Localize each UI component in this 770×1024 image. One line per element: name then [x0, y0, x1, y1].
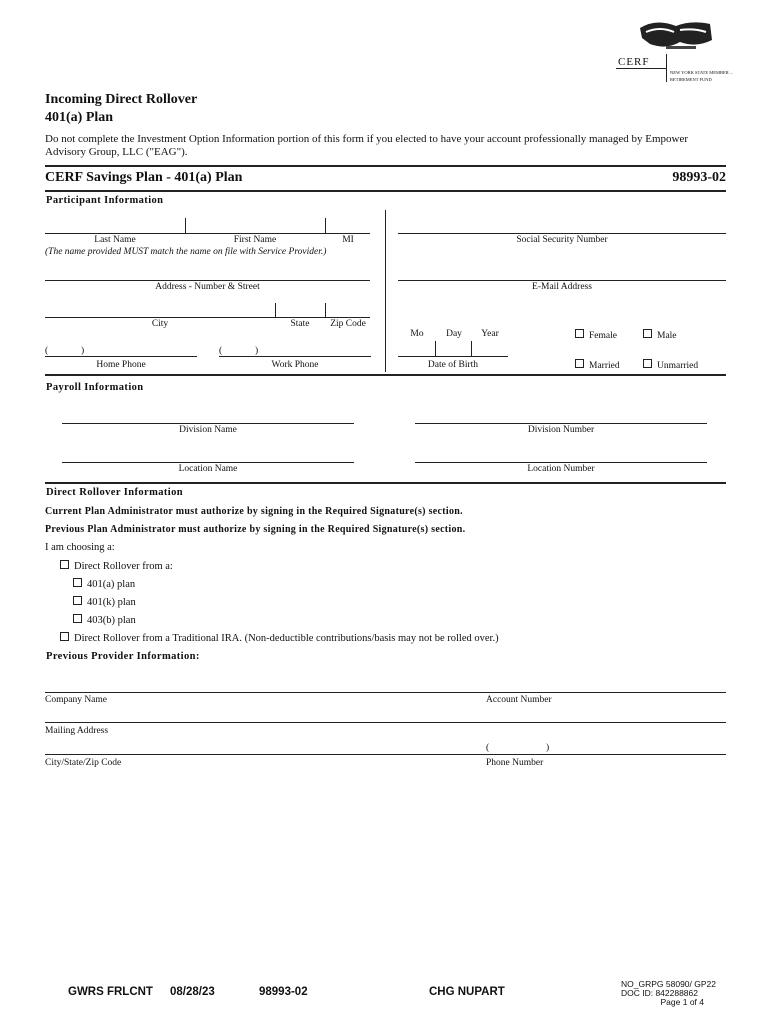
account-number-label: Account Number — [486, 695, 552, 705]
plan-403b-checkbox[interactable] — [73, 614, 82, 623]
footer-form-code: GWRS FRLCNT — [68, 986, 153, 998]
male-option[interactable] — [643, 329, 677, 341]
last-name-label: Last Name — [94, 235, 136, 245]
dob-mo-label: Mo — [410, 329, 424, 339]
rollover-from-plan-checkbox[interactable] — [60, 560, 69, 569]
name-field[interactable] — [45, 233, 370, 234]
city-label: City — [151, 319, 169, 329]
plan-401a-option[interactable] — [73, 578, 135, 590]
participant-heading: Participant Information — [46, 195, 164, 206]
home-area-open: ( — [45, 346, 49, 356]
female-label: Female — [589, 331, 617, 341]
male-checkbox[interactable] — [643, 329, 652, 338]
plan-number: 98993-02 — [672, 170, 726, 185]
zip-label: Zip Code — [330, 319, 366, 329]
current-admin-note: Current Plan Administrator must authorize by signing in the Required Signature(s) section. — [45, 506, 463, 517]
form-subtitle: 401(a) Plan — [45, 110, 114, 125]
footer-plan-number: 98993-02 — [259, 986, 308, 998]
mi-label: MI — [342, 235, 354, 245]
footer-date: 08/28/23 — [170, 986, 215, 998]
ssn-label: Social Security Number — [516, 235, 608, 245]
unmarried-checkbox[interactable] — [643, 359, 652, 368]
division-name-label: Division Name — [179, 425, 237, 435]
married-option[interactable] — [575, 359, 620, 371]
previous-admin-note: Previous Plan Administrator must authorize by signing in the Required Signature(s) section. — [45, 524, 466, 535]
phone-number-label: Phone Number — [486, 758, 544, 768]
previous-provider-heading: Previous Provider Information: — [46, 651, 200, 662]
name-note: (The name provided MUST match the name on file with Service Provider.) — [45, 247, 327, 257]
plan-401k-checkbox[interactable] — [73, 596, 82, 605]
address-field[interactable] — [45, 280, 370, 281]
mailing-address-label: Mailing Address — [45, 726, 109, 736]
location-number-label: Location Number — [527, 464, 595, 474]
logo-brand: CERF — [618, 56, 650, 68]
provider-area-close: ) — [546, 743, 550, 753]
mailing-address-field[interactable] — [45, 722, 726, 723]
city-state-zip-label: City/State/Zip Code — [45, 758, 122, 768]
unmarried-label: Unmarried — [657, 361, 699, 371]
ira-label: Direct Rollover from a Traditional IRA. (Non-deductible contributions/basis may not be rolled over.) — [74, 633, 499, 644]
logo-graphic — [636, 18, 716, 52]
plan-name: CERF Savings Plan - 401(a) Plan — [45, 170, 243, 185]
work-area-close: ) — [255, 346, 259, 356]
cerf-logo — [616, 18, 734, 84]
city-phone-field[interactable] — [45, 754, 726, 755]
dob-year-label: Year — [481, 329, 499, 339]
work-phone-label: Work Phone — [271, 360, 319, 370]
plan-401a-label: 401(a) plan — [87, 579, 136, 590]
email-field[interactable] — [398, 280, 726, 281]
state-label: State — [290, 319, 310, 329]
rollover-heading: Direct Rollover Information — [46, 487, 183, 498]
plan-401k-label: 401(k) plan — [87, 597, 136, 608]
company-account-field[interactable] — [45, 692, 726, 693]
female-option[interactable] — [575, 329, 617, 341]
logo-tagline-1: NEW YORK STATE MEMBER ... — [670, 70, 734, 75]
payroll-heading: Payroll Information — [46, 382, 144, 393]
ira-checkbox[interactable] — [60, 632, 69, 641]
footer-doc-id: DOC ID: 842288862 — [620, 988, 698, 998]
female-checkbox[interactable] — [575, 329, 584, 338]
ira-option[interactable] — [60, 632, 499, 644]
married-label: Married — [589, 361, 620, 371]
city-state-zip-field[interactable] — [45, 317, 370, 318]
provider-area-open: ( — [486, 743, 490, 753]
plan-403b-option[interactable] — [73, 614, 136, 626]
ssn-field[interactable] — [398, 233, 726, 234]
rollover-from-plan-label: Direct Rollover from a: — [74, 561, 173, 572]
location-name-label: Location Name — [178, 464, 238, 474]
division-number-field[interactable] — [415, 423, 707, 424]
location-number-field[interactable] — [415, 462, 707, 463]
footer-chg: CHG NUPART — [429, 986, 505, 998]
eag-notice: Do not complete the Investment Option Information portion of this form if you elected to have your account professionally managed by Empower Advisory Group, LLC ("EAG"). — [45, 133, 689, 158]
work-phone-field[interactable] — [219, 356, 371, 357]
footer-grpg: NO_GRPG 58090/ GP22 — [621, 979, 716, 989]
married-checkbox[interactable] — [575, 359, 584, 368]
division-name-field[interactable] — [62, 423, 354, 424]
home-phone-field[interactable] — [45, 356, 197, 357]
email-label: E-Mail Address — [532, 282, 592, 292]
dob-field[interactable] — [398, 356, 508, 357]
choosing-text: I am choosing a: — [45, 542, 115, 553]
unmarried-option[interactable] — [643, 359, 698, 371]
dob-label: Date of Birth — [427, 360, 479, 370]
form-title: Incoming Direct Rollover — [45, 92, 198, 107]
address-label: Address - Number & Street — [155, 282, 260, 292]
plan-403b-label: 403(b) plan — [87, 615, 136, 626]
home-area-close: ) — [81, 346, 85, 356]
plan-401k-option[interactable] — [73, 596, 136, 608]
first-name-label: First Name — [233, 235, 277, 245]
work-area-open: ( — [219, 346, 223, 356]
home-phone-label: Home Phone — [96, 360, 146, 370]
division-number-label: Division Number — [527, 425, 595, 435]
male-label: Male — [657, 331, 677, 341]
company-name-label: Company Name — [45, 695, 108, 705]
dob-day-label: Day — [446, 329, 462, 339]
rollover-from-plan-option[interactable] — [60, 560, 173, 572]
logo-tagline-2: RETIREMENT FUND — [670, 77, 712, 82]
location-name-field[interactable] — [62, 462, 354, 463]
plan-401a-checkbox[interactable] — [73, 578, 82, 587]
footer-page: Page 1 of 4 — [660, 997, 704, 1007]
